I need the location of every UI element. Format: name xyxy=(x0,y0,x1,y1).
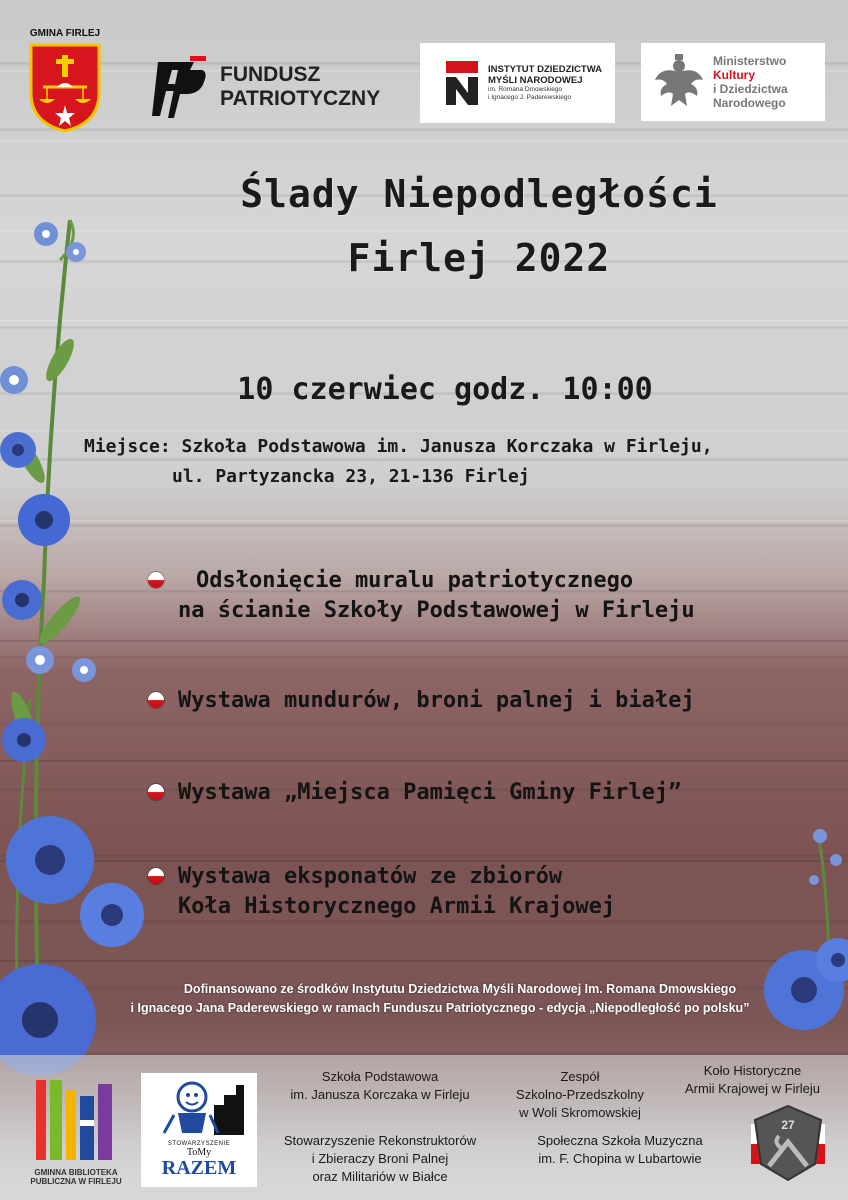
ministerstwo-line3: i Dziedzictwa xyxy=(713,82,788,96)
event-line-1: Wystawa eksponatów ze zbiorów xyxy=(178,864,563,889)
event-line-1: Odsłonięcie muralu patriotycznego xyxy=(196,568,634,593)
bullet-icon xyxy=(148,868,164,884)
gmina-label: GMINA FIRLEJ xyxy=(29,28,101,39)
bullet-icon xyxy=(148,784,164,800)
muzyczna-line2: im. F. Chopina w Lubartowie xyxy=(538,1151,702,1166)
ministerstwo-line1: Ministerstwo xyxy=(713,54,787,68)
partner-stowarzyszenie xyxy=(270,1132,490,1186)
ministerstwo-text xyxy=(713,54,788,110)
title-line-1: Ślady Niepodległości xyxy=(240,172,718,216)
kolo-line2: Armii Krajowej w Firleju xyxy=(684,1081,821,1096)
coat-of-arms-icon xyxy=(27,41,103,133)
tomy-line3: RAZEM xyxy=(161,1157,237,1179)
fundusz-line2: PATRIOTYCZNY xyxy=(220,87,381,110)
stow-line2: i Zbieraczy Broni Palnej xyxy=(311,1151,449,1166)
eagle-emblem-icon xyxy=(653,52,705,112)
kolo-line1: Koło Historyczne xyxy=(703,1063,802,1078)
partner-szkola xyxy=(270,1068,490,1104)
event-date: 10 czerwiec godz. 10:00 xyxy=(237,372,653,407)
event-text-block xyxy=(178,862,615,922)
books-icon xyxy=(36,1080,116,1160)
event-text-block xyxy=(178,566,695,626)
bullet-icon xyxy=(148,572,164,588)
title-line-2: Firlej 2022 xyxy=(347,236,611,280)
instytut-line1: INSTYTUT DZIEDZICTWA xyxy=(488,64,602,75)
ministerstwo-logo xyxy=(641,43,825,121)
event-line-1: Wystawa mundurów, broni palnej i białej xyxy=(178,688,695,713)
ak-badge xyxy=(745,1102,831,1184)
ak-badge-icon xyxy=(745,1102,831,1184)
stow-line1: Stowarzyszenie Rekonstruktorów xyxy=(283,1133,477,1148)
partner-szkola-muzyczna xyxy=(505,1132,735,1168)
tomy-razem-logo xyxy=(141,1073,257,1187)
instytut-line2: MYŚLI NARODOWEJ xyxy=(488,75,583,86)
cornflower-decoration-right xyxy=(758,820,848,1060)
tomy-line1: STOWARZYSZENIE xyxy=(167,1141,231,1147)
szkola-line1: Szkoła Podstawowa xyxy=(321,1069,439,1084)
event-item xyxy=(148,686,695,716)
event-line-2: na ścianie Szkoły Podstawowej w Firleju xyxy=(178,598,695,623)
place-line-2: ul. Partyzancka 23, 21-136 Firlej xyxy=(172,466,530,487)
gmina-logo xyxy=(22,28,108,136)
biblioteka-line2: PUBLICZNA W FIRLEJU xyxy=(30,1177,122,1186)
fundusz-logo xyxy=(150,50,380,124)
zespol-line2: Szkolno-Przedszkolny xyxy=(516,1087,644,1102)
ministerstwo-line2: Kultury xyxy=(713,68,755,82)
zespol-line3: w Woli Skromowskiej xyxy=(519,1105,641,1120)
event-item xyxy=(148,862,615,922)
instytut-logo xyxy=(420,43,615,123)
event-line-2: Koła Historycznego Armii Krajowej xyxy=(178,894,616,919)
instytut-text xyxy=(488,64,602,102)
event-item xyxy=(148,566,695,626)
partner-kolo xyxy=(665,1062,840,1098)
badge-number: 27 xyxy=(781,1118,795,1132)
bullet-icon xyxy=(148,692,164,708)
instytut-n-icon xyxy=(446,61,480,105)
event-line-1: Wystawa „Miejsca Pamięci Gminy Firlej” xyxy=(178,780,682,805)
funding-statement-line-1: Dofinansowano ze środków Instytutu Dziedzictwa Myśli Narodowej Im. Romana Dmowskiego xyxy=(183,982,737,996)
instytut-line3: im. Romana Dmowskiego xyxy=(488,86,563,93)
fp-monogram-icon xyxy=(150,50,208,124)
fundusz-line1: FUNDUSZ xyxy=(220,63,321,86)
fundusz-text xyxy=(220,63,380,111)
wood-grain xyxy=(0,140,848,142)
muzyczna-line1: Społeczna Szkoła Muzyczna xyxy=(537,1133,703,1148)
ministerstwo-line4: Narodowego xyxy=(713,96,786,110)
cornflower-decoration-left xyxy=(0,200,150,1080)
zespol-line1: Zespół xyxy=(560,1069,600,1084)
event-item xyxy=(148,778,681,808)
instytut-line4: i Ignacego J. Paderewskiego xyxy=(488,94,572,101)
funding-statement-line-2: i Ignacego Jana Paderewskiego w ramach Funduszu Patriotycznego - edycja „Niepodległość po polsku” xyxy=(130,1001,750,1015)
biblioteka-logo xyxy=(24,1080,128,1186)
tomy-line2: ToMy xyxy=(186,1147,212,1158)
partner-zespol xyxy=(495,1068,665,1122)
stow-line3: oraz Militariów w Białce xyxy=(312,1169,448,1184)
place-line-1: Miejsce: Szkoła Podstawowa im. Janusza Korczaka w Firleju, xyxy=(84,436,713,457)
actor-figure-icon xyxy=(144,1075,254,1137)
szkola-line2: im. Janusza Korczaka w Firleju xyxy=(290,1087,470,1102)
biblioteka-line1: GMINNA BIBLIOTEKA xyxy=(34,1168,118,1177)
